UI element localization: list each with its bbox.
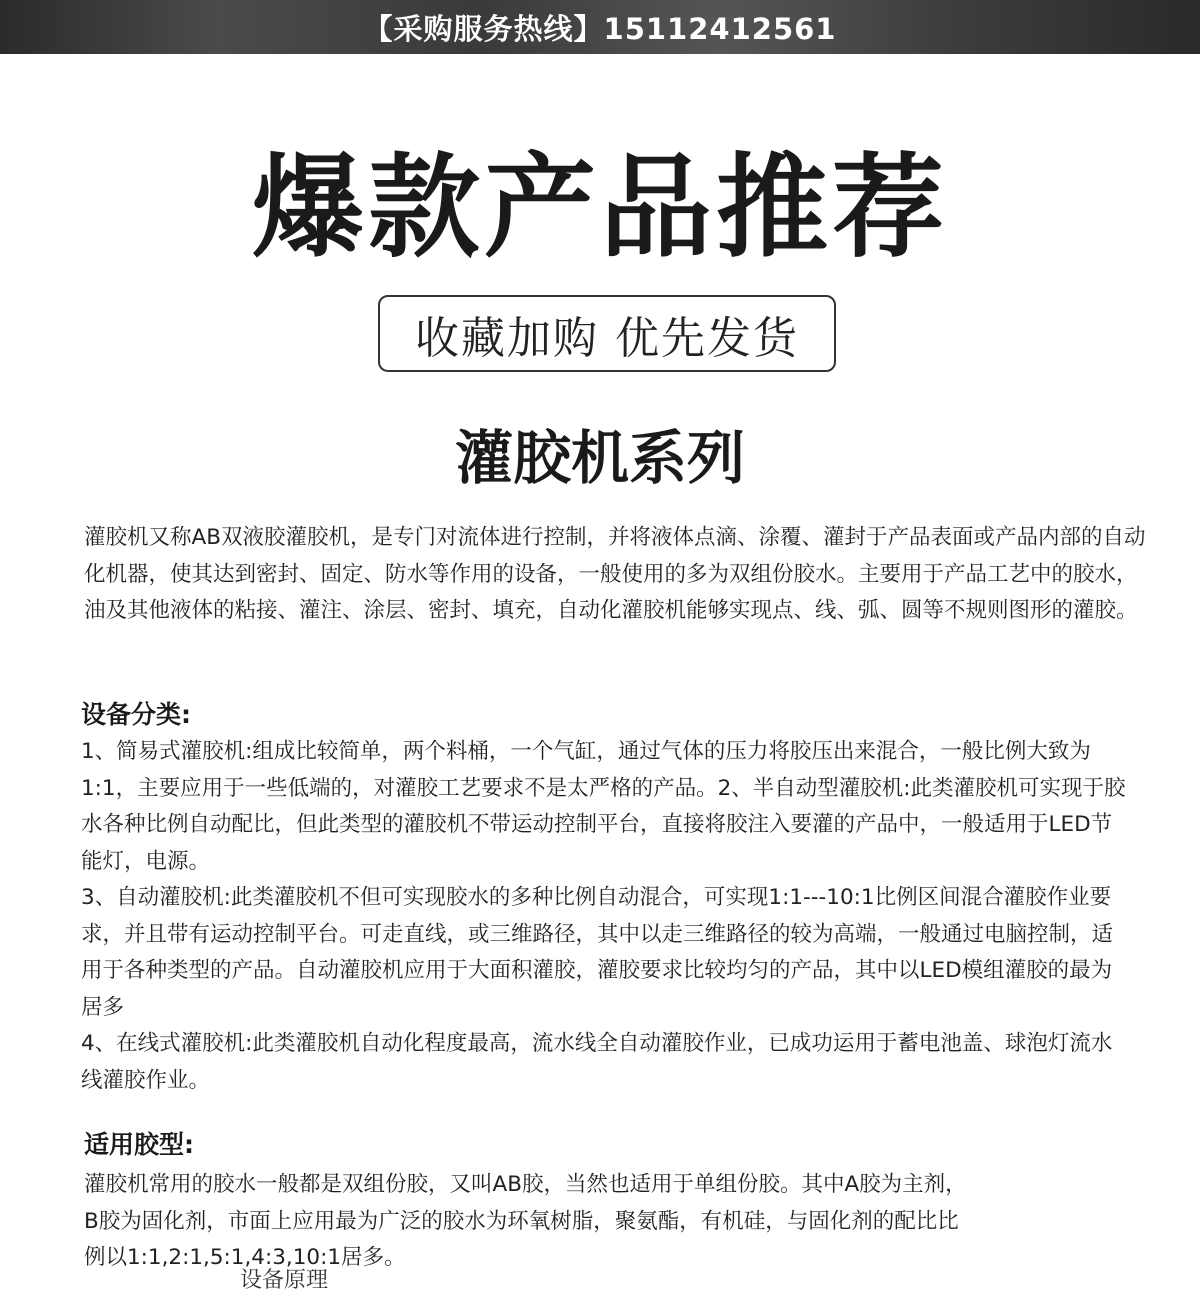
next-heading-text: 设备原理 — [240, 1268, 329, 1293]
classify-item: 4、在线式灌胶机:此类灌胶机自动化程度最高，流水线全自动灌胶作业，已成功运用于蓄电池盖、球泡灯流水线灌胶作业。 — [81, 1031, 1113, 1093]
promo-badge — [378, 295, 836, 372]
glue-heading: 适用胶型: — [84, 1130, 194, 1159]
hero-title: 爆款产品推荐 — [252, 143, 948, 273]
intro-paragraph: 灌胶机又称AB双液胶灌胶机，是专门对流体进行控制，并将液体点滴、涂覆、灌封于产品表面或产品内部的自动化机器，使其达到密封、固定、防水等作用的设备，一般使用的多为双组份胶水。主要用于产品工艺中的胶水，油及其他液体的粘接、灌注、涂层、密封、填充，自动化灌胶机能够实现点、线、弧、圆等不规则图形的灌胶。 — [84, 525, 1146, 623]
glue-paragraph — [84, 1167, 1084, 1277]
section-title: 灌胶机系列 — [454, 424, 745, 492]
classify-item: 3、自动灌胶机:此类灌胶机不但可实现胶水的多种比例自动混合，可实现1:1---10:1比例区间混合灌胶作业要求，并且带有运动控制平台。可走直线，或三维路径，其中以走三维路径的较为高端，一般通过电脑控制，适用于各种类型的产品。自动灌胶机应用于大面积灌胶，灌胶要求比较均匀的产品，其中以LED模组灌胶的最为居多 — [81, 885, 1114, 1020]
promo-badge-text: 收藏加购 优先发货 — [415, 312, 799, 364]
hotline-banner — [0, 0, 1200, 54]
glue-line: 灌胶机常用的胶水一般都是双组份胶，又叫AB胶，当然也适用于单组份胶。其中A胶为主剂， — [84, 1172, 967, 1197]
classify-list — [81, 734, 1131, 1099]
classify-heading: 设备分类: — [81, 700, 191, 729]
classify-item: 1、简易式灌胶机:组成比较简单，两个料桶，一个气缸，通过气体的压力将胶压出来混合，一般比例大致为1:1，主要应用于一些低端的，对灌胶工艺要求不是太严格的产品。2、半自动型灌胶机:此类灌胶机可实现于胶水各种比例自动配比，但此类型的灌胶机不带运动控制平台，直接将胶注入要灌的产品中，一般适用于LED节能灯，电源。 — [81, 739, 1126, 874]
glue-line: 例以1:1,2:1,5:1,4:3,10:1居多。 — [84, 1245, 406, 1270]
next-heading-cutoff — [240, 1268, 350, 1293]
glue-line: B胶为固化剂，市面上应用最为广泛的胶水为环氧树脂，聚氨酯，有机硅，与固化剂的配比比 — [84, 1208, 959, 1234]
hotline-text: 【采购服务热线】15112412561 — [363, 11, 837, 46]
